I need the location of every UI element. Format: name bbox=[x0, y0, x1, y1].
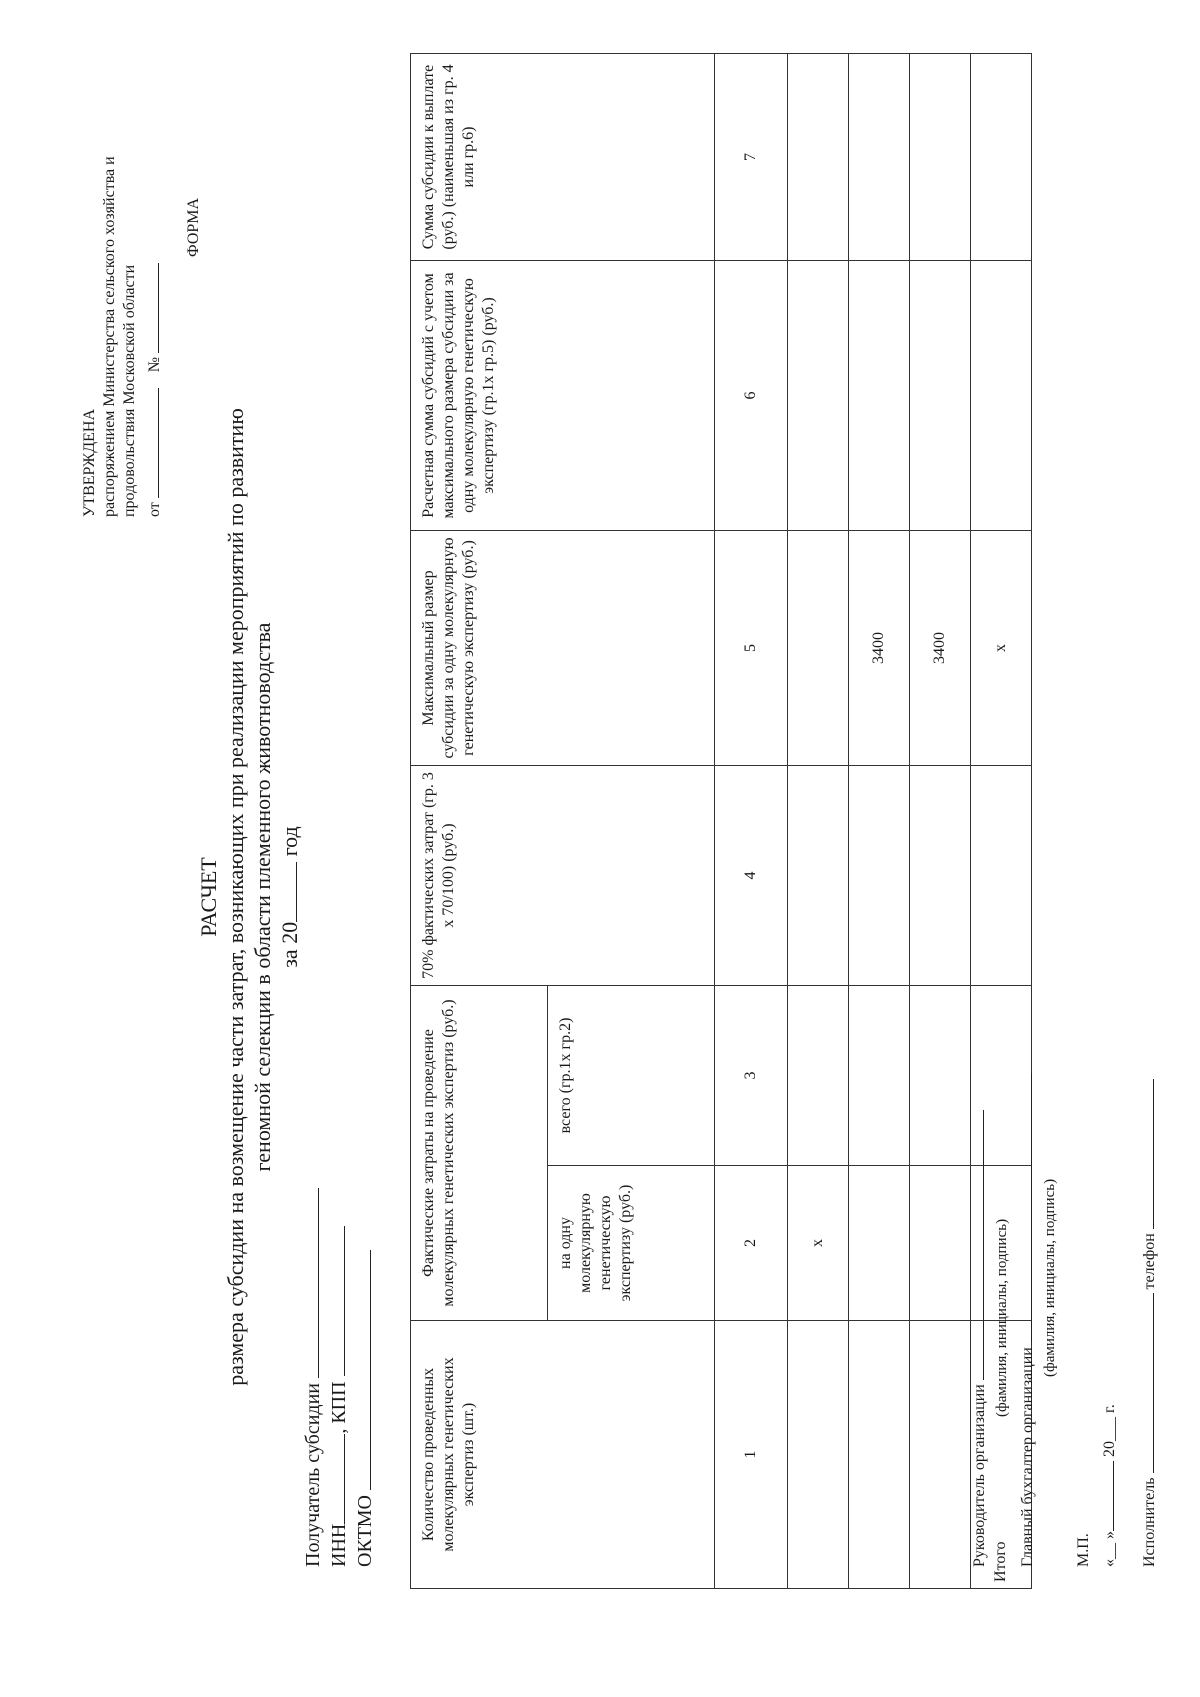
approval-block bbox=[80, 156, 165, 517]
table-cell[interactable] bbox=[788, 985, 849, 1165]
header-col-2b: всего (гр.1х гр.2) bbox=[548, 985, 715, 1165]
document-title bbox=[195, 247, 303, 1547]
approval-date-line bbox=[140, 156, 165, 517]
table-cell[interactable] bbox=[849, 260, 910, 530]
phone-blank bbox=[1135, 1079, 1154, 1229]
stamp-label: М.П. bbox=[1075, 1533, 1092, 1567]
recipient-row bbox=[300, 1188, 326, 1567]
table-cell[interactable] bbox=[788, 530, 849, 765]
header-col-7: Сумма субсидии к выплате (руб.) (наименьшая из гр. 4 или гр.6) bbox=[411, 53, 715, 260]
kpp-label: , КПП bbox=[328, 1381, 350, 1434]
executor-label: Исполнитель bbox=[1141, 1477, 1158, 1567]
title-year-prefix: за 20 bbox=[277, 921, 302, 968]
approval-number-prefix: № bbox=[146, 356, 163, 373]
head-hint: (фамилия, инициалы, подпись) bbox=[994, 1218, 1010, 1417]
title-year-blank bbox=[278, 862, 297, 922]
table-cell: 3400 bbox=[910, 530, 971, 765]
table-row bbox=[715, 53, 788, 1588]
column-number-cell: 3 bbox=[715, 985, 788, 1165]
approval-heading: УТВЕРЖДЕНА bbox=[81, 408, 98, 517]
table-cell[interactable] bbox=[788, 765, 849, 985]
table-cell[interactable] bbox=[910, 1166, 971, 1321]
table-row bbox=[910, 53, 971, 1588]
accountant-label: Главный бухгалтер организации bbox=[1019, 1347, 1036, 1567]
title-line-2: геномной селекции в области племенного животноводства bbox=[250, 622, 275, 1172]
date-open: «__ » bbox=[1101, 1531, 1118, 1567]
inn-label: ИНН bbox=[328, 1523, 350, 1567]
table-cell: 3400 bbox=[849, 530, 910, 765]
table-cell[interactable] bbox=[788, 260, 849, 530]
table-row bbox=[788, 53, 849, 1588]
accountant-hint: (фамилия, инициалы, подпись) bbox=[1042, 1178, 1058, 1377]
table-cell[interactable] bbox=[910, 765, 971, 985]
head-label: Руководитель организации bbox=[971, 1384, 988, 1567]
column-number-cell: 2 bbox=[715, 1166, 788, 1321]
inn-blank bbox=[326, 1434, 345, 1524]
date-row bbox=[1095, 1073, 1121, 1567]
header-col-4: 70% фактических затрат (гр. 3 х 70/100) (руб.) bbox=[411, 765, 715, 985]
header-col-1: Количество проведенных молекулярных генетических экспертиз (шт.) bbox=[411, 1321, 715, 1589]
header-col-2a: на одну молекулярную генетическую экспертизу (руб.) bbox=[548, 1166, 715, 1321]
header-col-2-group: Фактические затраты на проведение молекулярных генетических экспертиз (руб.) bbox=[411, 985, 548, 1320]
table-cell[interactable] bbox=[849, 1321, 910, 1589]
calculation-table bbox=[410, 53, 1032, 1589]
table-cell[interactable] bbox=[788, 53, 849, 260]
table-cell[interactable] bbox=[849, 53, 910, 260]
header-col-5: Максимальный размер субсидии за одну молекулярную генетическую экспертизу (руб.) bbox=[411, 530, 715, 765]
table-header-row bbox=[411, 53, 548, 1588]
approval-line-2: продовольствия Московской области bbox=[121, 264, 138, 517]
approval-number-blank bbox=[140, 263, 159, 353]
date-year: 20___ г. bbox=[1101, 1404, 1118, 1457]
head-signature-blank bbox=[965, 1110, 984, 1380]
title-main: РАСЧЕТ bbox=[196, 857, 221, 937]
table-cell[interactable] bbox=[910, 260, 971, 530]
table-cell[interactable] bbox=[849, 765, 910, 985]
oktmo-label: ОКТМО bbox=[354, 1495, 376, 1567]
table-cell[interactable] bbox=[910, 1321, 971, 1589]
title-line-1: размера субсидии на возмещение части затрат, возникающих при реализации мероприятий по развитию bbox=[223, 408, 248, 1386]
recipient-blank bbox=[300, 1188, 319, 1378]
approval-date-blank bbox=[140, 388, 159, 498]
table-cell[interactable] bbox=[910, 985, 971, 1165]
accountant-signature-blank bbox=[1013, 1073, 1032, 1343]
inn-row bbox=[326, 1188, 352, 1567]
column-number-cell: 7 bbox=[715, 53, 788, 260]
column-number-cell: 5 bbox=[715, 530, 788, 765]
accountant-signature-row bbox=[1013, 1073, 1039, 1567]
approval-line-1: распоряжением Министерства сельского хозяйства и bbox=[101, 156, 118, 517]
recipient-block bbox=[300, 1188, 378, 1567]
column-number-cell: 1 bbox=[715, 1321, 788, 1589]
table-cell[interactable] bbox=[971, 765, 1032, 985]
table-cell[interactable] bbox=[849, 985, 910, 1165]
date-month-blank bbox=[1095, 1461, 1114, 1531]
table-cell[interactable] bbox=[849, 1166, 910, 1321]
oktmo-row bbox=[352, 1188, 378, 1567]
table-cell[interactable] bbox=[910, 53, 971, 260]
approval-date-prefix: от bbox=[146, 502, 163, 517]
title-year-suffix: год bbox=[277, 826, 302, 857]
table-row bbox=[849, 53, 910, 1588]
phone-label: телефон bbox=[1141, 1233, 1158, 1290]
oktmo-blank bbox=[352, 1250, 371, 1490]
title-year-line bbox=[276, 247, 303, 1547]
table-cell: х bbox=[788, 1166, 849, 1321]
executor-row bbox=[1135, 1073, 1161, 1567]
table-cell: х bbox=[971, 530, 1032, 765]
head-signature-row bbox=[965, 1073, 991, 1567]
executor-blank bbox=[1135, 1294, 1154, 1474]
table-cell[interactable] bbox=[971, 260, 1032, 530]
signature-block bbox=[965, 1073, 1161, 1567]
table-cell[interactable] bbox=[788, 1321, 849, 1589]
table-cell[interactable] bbox=[971, 53, 1032, 260]
column-number-cell: 4 bbox=[715, 765, 788, 985]
form-label: ФОРМА bbox=[185, 197, 202, 257]
header-col-6: Расчетная сумма субсидий с учетом максимального размера субсидии за одну молекулярную генетическую экспертизу (гр.1х гр.5) (руб.) bbox=[411, 260, 715, 530]
total-label: Итого bbox=[971, 1321, 1032, 1589]
kpp-blank bbox=[326, 1226, 345, 1376]
recipient-label: Получатель субсидии bbox=[302, 1383, 324, 1567]
column-number-cell: 6 bbox=[715, 260, 788, 530]
